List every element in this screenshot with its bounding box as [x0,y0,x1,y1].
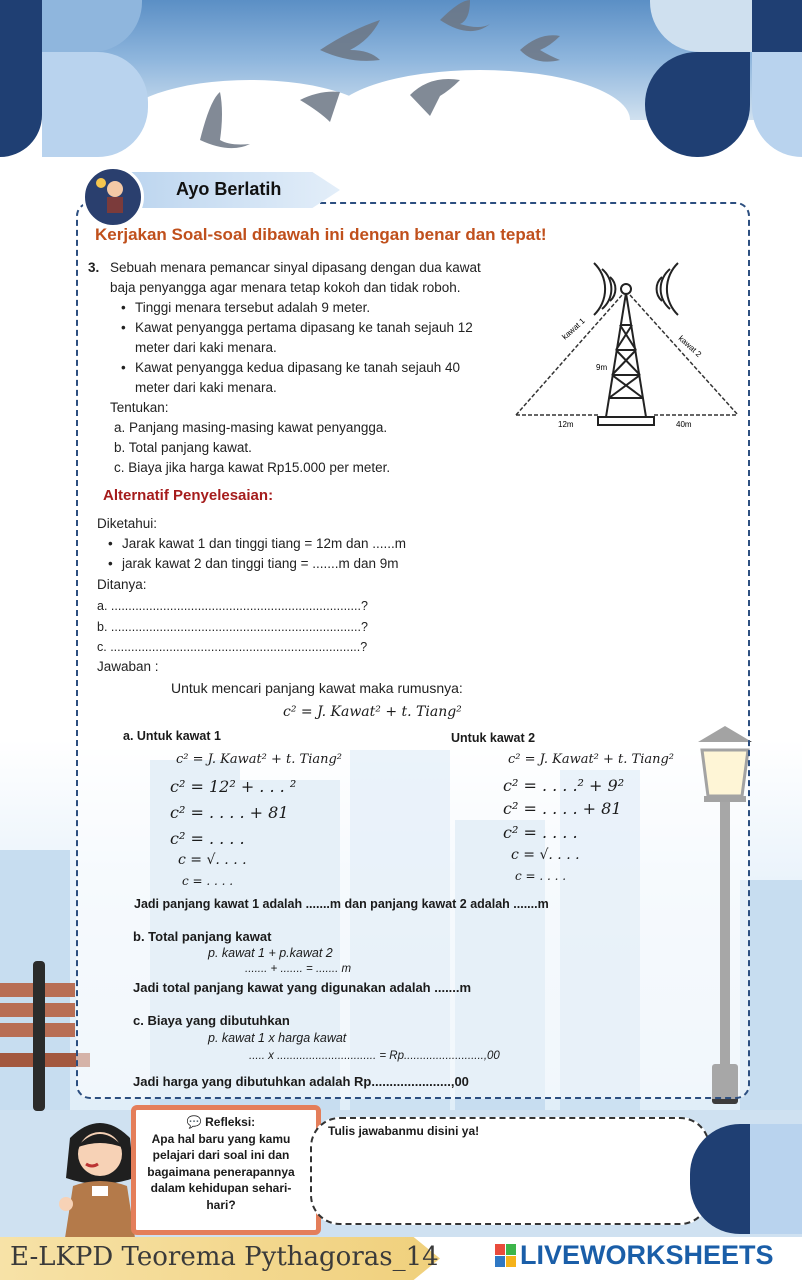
teacher-avatar-icon [82,166,144,228]
c-heading: c. Biaya yang dibutuhkan [133,1013,290,1028]
problem-intro-line: Sebuah menara pemancar sinyal dipasang dengan dua kawat [110,260,481,275]
a-conclusion: Jadi panjang kawat 1 adalah .......m dan panjang kawat 2 adalah .......m [134,897,549,911]
k1-step: c = . . . . [182,874,234,888]
diketahui-label: Diketahui: [97,516,158,531]
k1-step: c² = J. Kawat² + t. Tiang² [176,752,343,767]
reflection-question: Apa hal baru yang kamu pelajari dari soal ini dan bagaimana penerapannya dalam kehidupan sehari-hari? [147,1131,295,1212]
asked-list [97,596,368,658]
asked-item: b. ........................................................................? [97,619,368,634]
ditanya-label: Ditanya: [97,577,147,592]
tower-diagram [510,255,742,435]
k2-step: c = √. . . . [511,847,580,863]
instruction-title: Kerjakan Soal-soal dibawah ini dengan benar dan tepat! [95,225,547,244]
solution-heading: Alternatif Penyelesaian: [103,487,274,504]
reflection-title-row [136,1114,306,1131]
c-conclusion: Jadi harga yang dibutuhkan adalah Rp......................,00 [133,1074,469,1089]
kawat1-label: kawat 1 [560,316,587,342]
speech-bubble-icon: 💬 [186,1115,206,1129]
bullet-item: • Tinggi menara tersebut adalah 9 meter. [135,298,513,318]
question-item: a. Panjang masing-masing kawat penyangga. [114,420,388,435]
question-item: b. Total panjang kawat. [114,440,252,455]
question-item: c. Biaya jika harga kawat Rp15.000 per meter. [114,460,391,475]
b-formula: p. kawat 1 + p.kawat 2 [208,946,333,960]
c-fill: ..... x ............................... = Rp.........................,00 [249,1050,500,1062]
k1-step: c² = . . . . + 81 [170,803,289,822]
asked-item: c. ........................................................................? [97,640,368,654]
left-distance-label: 12m [558,420,574,429]
known-list [122,534,406,574]
reflection-content [136,1114,306,1213]
k1-step: c = √. . . . [178,852,247,868]
question-list [114,418,390,478]
b-fill: ....... + ....... = ....... m [245,963,352,975]
bullet-item-continued: meter dari kaki menara. [135,340,277,355]
k2-step: c² = J. Kawat² + t. Tiang² [508,752,675,767]
b-heading: b. Total panjang kawat [133,929,272,944]
section-tab-label: Ayo Berlatih [176,179,282,199]
kawat2-heading: Untuk kawat 2 [451,731,536,745]
known-item: • jarak kawat 2 dan tinggi tiang = .......m dan 9m [122,554,406,574]
reflection-title: Refleksi: [205,1115,256,1129]
liveworksheets-logo-icon [495,1244,517,1268]
right-distance-label: 40m [676,420,692,429]
bench-illustration [0,975,75,1115]
k2-step: c² = . . . . + 81 [503,799,622,818]
formula-intro: Untuk mencari panjang kawat maka rumusnya: [171,680,463,696]
corner-decoration [752,0,802,52]
b-conclusion: Jadi total panjang kawat yang digunakan adalah .......m [133,980,472,995]
c-formula: p. kawat 1 x harga kawat [208,1031,347,1045]
tentukan-label: Tentukan: [110,400,169,415]
corner-decoration [645,52,750,157]
corner-decoration [0,0,42,52]
problem-bullets [135,298,513,398]
corner-decoration [750,1124,802,1234]
known-item: • Jarak kawat 1 dan tinggi tiang = 12m dan ......m [122,534,406,554]
main-formula: c² = J. Kawat² + t. Tiang² [283,704,462,720]
k2-step: c² = . . . . [503,823,578,842]
bullet-item: • Kawat penyangga pertama dipasang ke tanah sejauh 12 [135,318,513,338]
liveworksheets-brand: LIVEWORKSHEETS [520,1240,774,1270]
footer-title: E-LKPD Teorema Pythagoras_14 [10,1242,439,1272]
reflection-answer-placeholder: Tulis jawabanmu disini ya! [328,1124,480,1138]
birds-illustration [180,0,620,160]
jawaban-label: Jawaban : [97,659,159,674]
kawat1-heading: a. Untuk kawat 1 [123,729,221,743]
bullet-item: • Kawat penyangga kedua dipasang ke tanah sejauh 40 [135,358,513,378]
corner-decoration [42,52,148,157]
problem-intro-line: baja penyangga agar menara tetap kokoh dan tidak roboh. [110,280,461,295]
asked-item: a. ........................................................................? [97,599,368,613]
height-label: 9m [596,363,608,372]
kawat2-label: kawat 2 [676,333,704,359]
problem-number: 3. [88,260,100,275]
k2-step: c² = . . . .² + 9² [503,776,625,795]
k1-step: c² = 12² + . . . ² [170,777,297,796]
problem-intro [110,258,515,298]
k1-step: c² = . . . . [170,829,245,848]
k2-step: c = . . . . [515,869,567,883]
bullet-item-continued: meter dari kaki menara. [135,380,277,395]
